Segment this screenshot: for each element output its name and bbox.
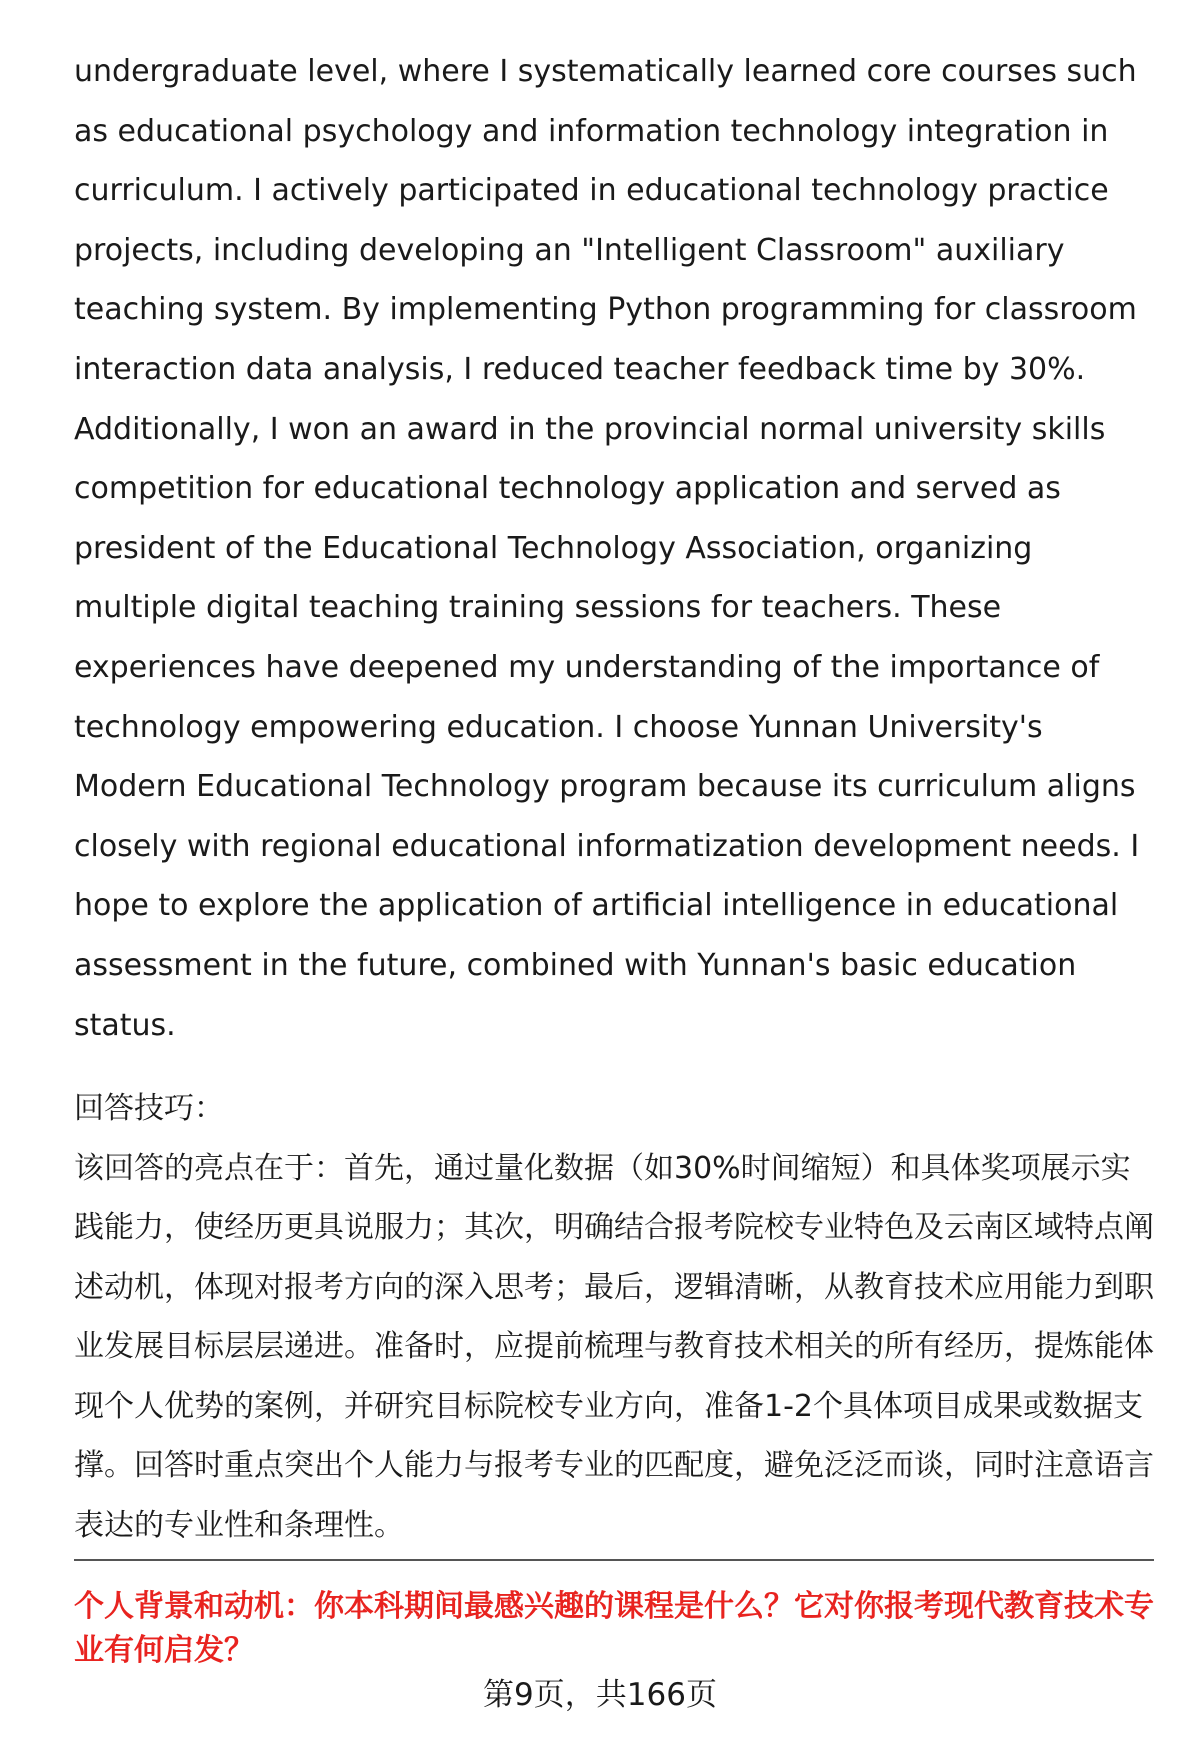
tips-body-paragraph: 该回答的亮点在于：首先，通过量化数据（如30%时间缩短）和具体奖项展示实践能力，使经历更具说服力；其次，明确结合报考院校专业特色及云南区域特点阐述动机，体现对报考方向的深入思考；最后，逻辑清晰，从教育技术应用能力到职业发展目标层层递进。准备时，应提前梳理与教育技术相关的所有经历，提炼能体现个人优势的案例，并研究目标院校专业方向，准备1-2个具体项目成果或数据支撑。回答时重点突出个人能力与报考专业的匹配度，避免泛泛而谈，同时注意语言表达的专业性和条理性。 bbox=[74, 1150, 1154, 1543]
tips-label: 回答技巧： bbox=[74, 1091, 224, 1127]
english-answer-paragraph: undergraduate level, where I systematically learned core courses such as educational psychology and information technology integration in curriculum. I actively participated in educational technology practice projects, including developing an "Intelligent Classroom" auxiliary teaching system. By implementing Python programming for classroom interaction data analysis, I reduced teacher feedback time by 30%. Additionally, I won an award in the provincial normal university skills competition for educational technology application and served as president of the Educational Technology Association, organizing multiple digital teaching training sessions for teachers. These experiences have deepened my understanding of the importance of technology empowering education. I choose Yunnan University's Modern Educational Technology program because its curriculum aligns closely with regional educational informatization development needs. I hope to explore the application of artificial intelligence in educational assessment in the future, combined with Yunnan's basic education status. bbox=[74, 54, 1140, 1043]
page-number: 第9页，共166页 bbox=[483, 1677, 717, 1713]
next-question-heading: 个人背景和动机：你本科期间最感兴趣的课程是什么？它对你报考现代教育技术专业有何启发？ bbox=[74, 1589, 1154, 1668]
section-divider bbox=[74, 1559, 1154, 1561]
document-page bbox=[74, 42, 1154, 1555]
